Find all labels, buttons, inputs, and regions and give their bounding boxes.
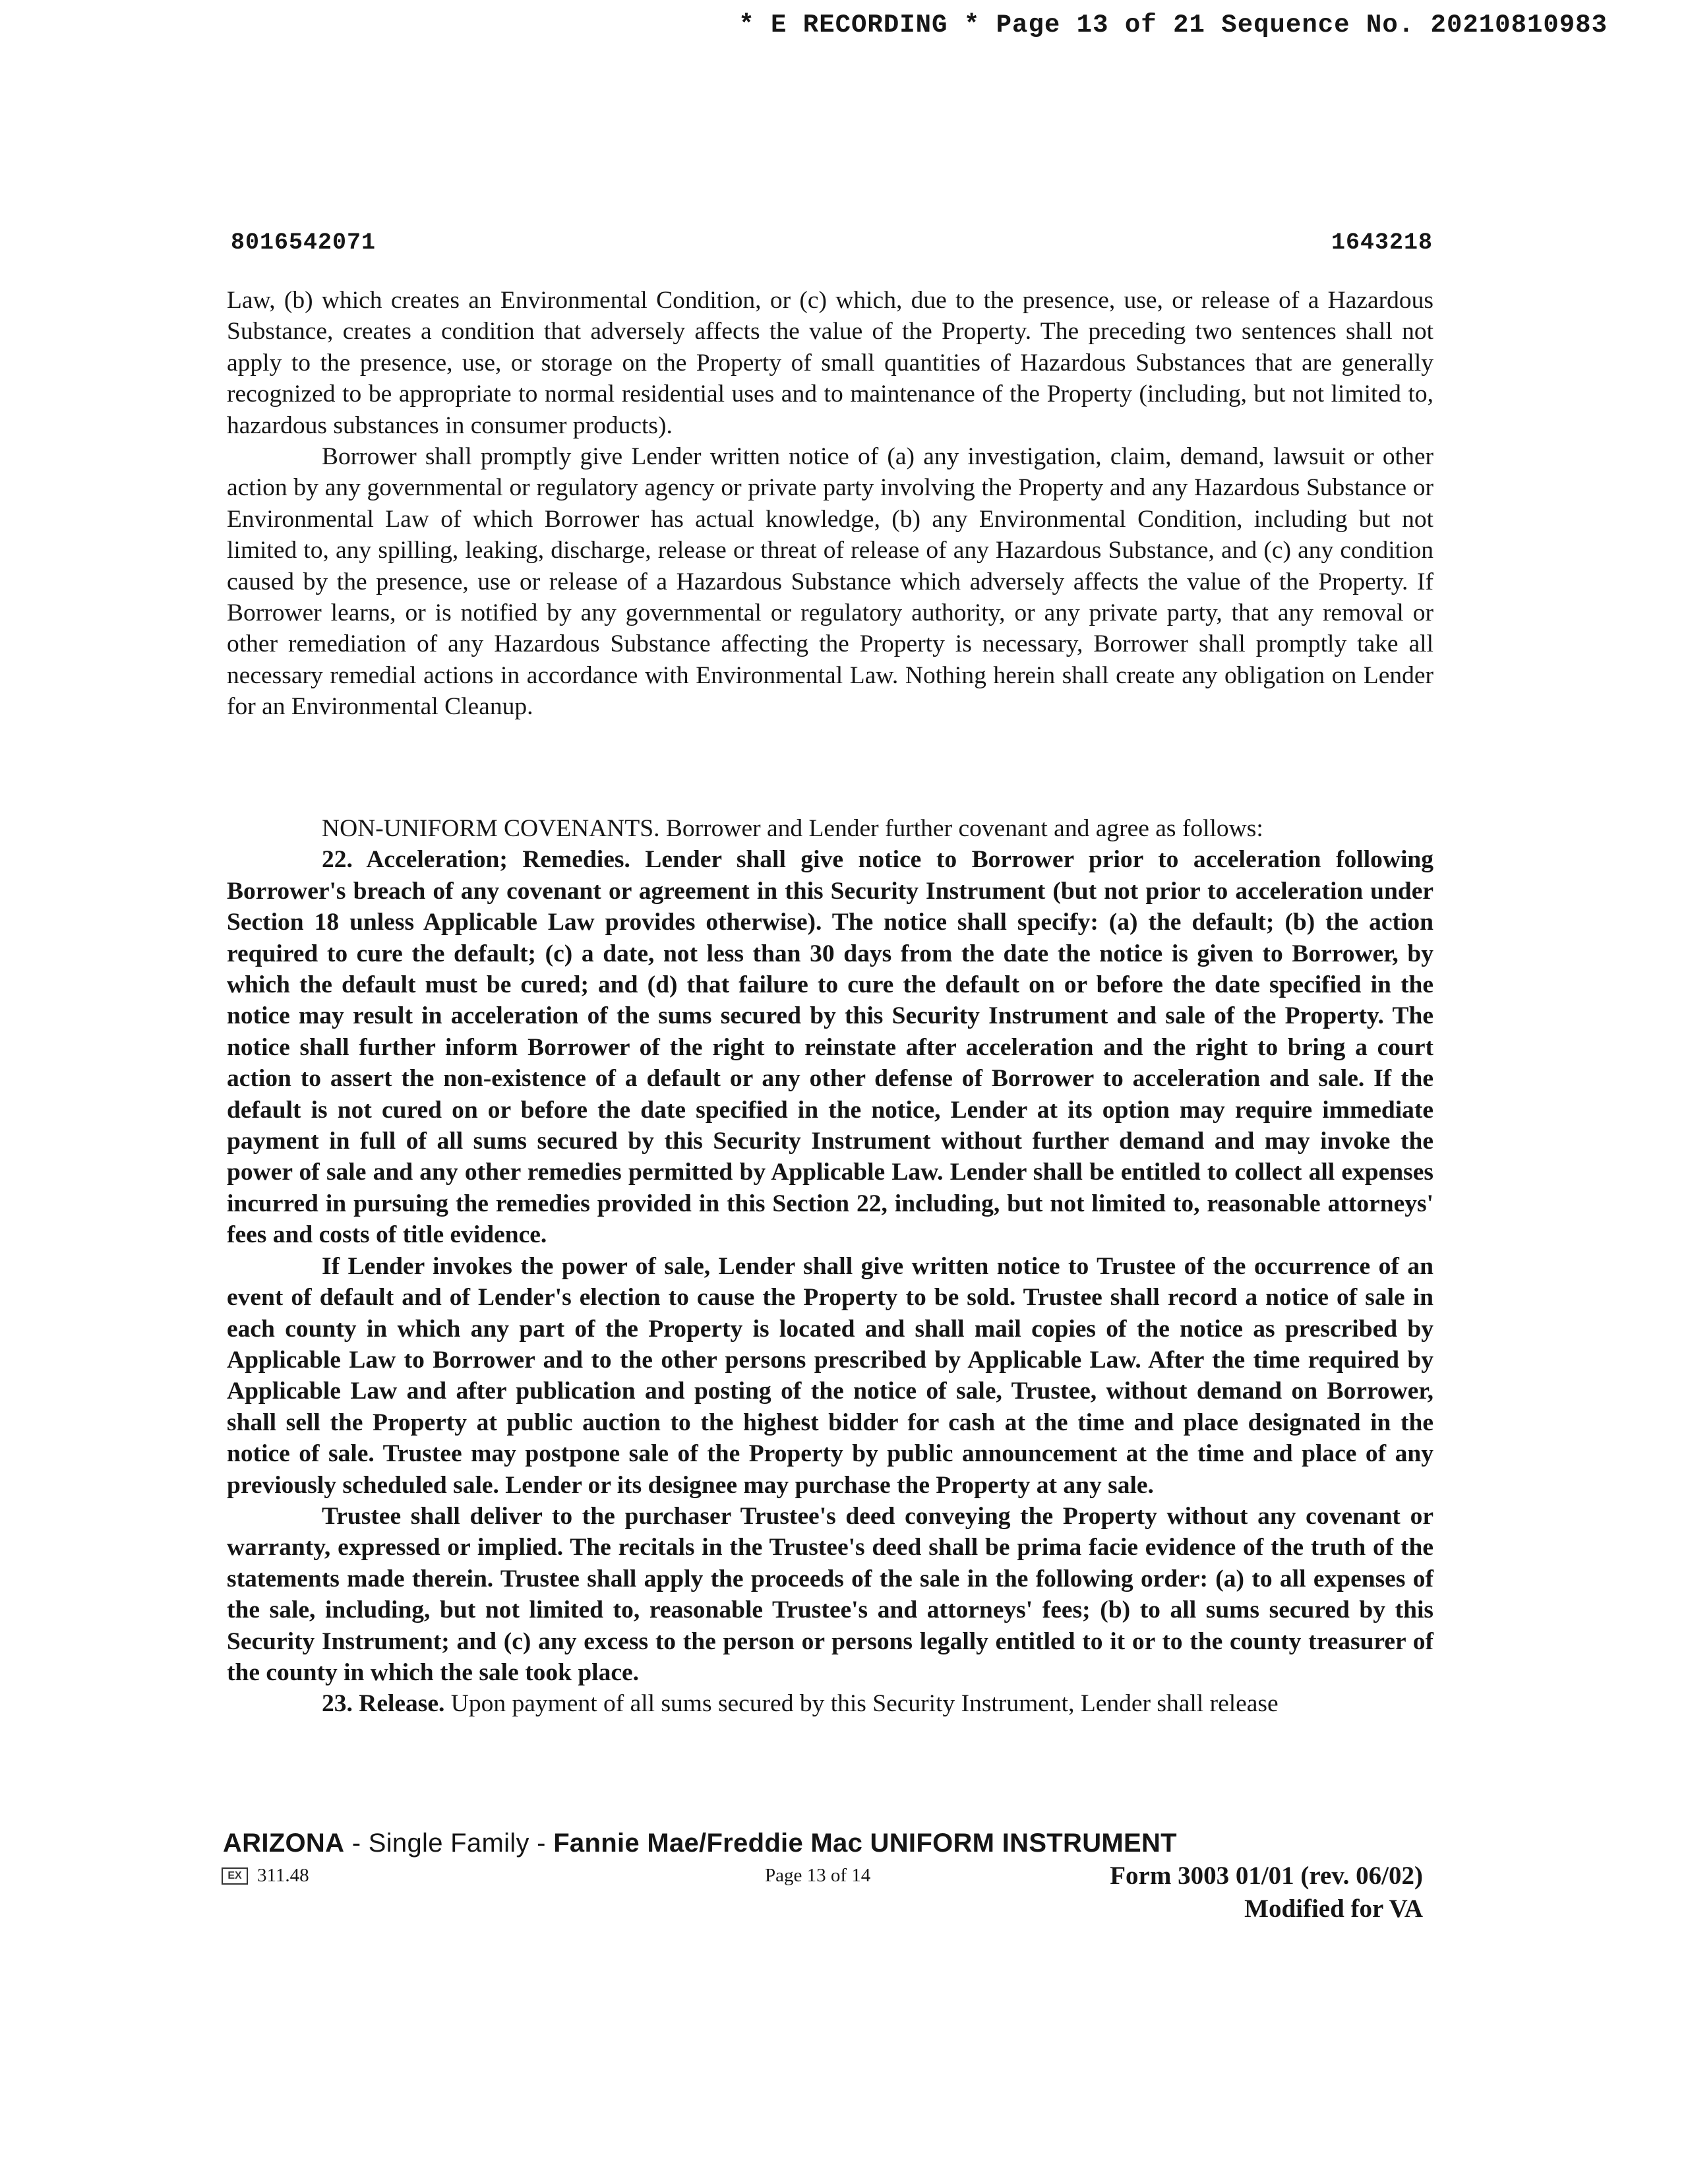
power-of-sale-paragraph: If Lender invokes the power of sale, Lender shall give written notice to Trustee of the occurrence of an event of default and of Lender's election to cause the Property to be sold. Trustee shall record a notice of sale in each county in which any part of the Property is located and shall mail copies of the notice as prescribed by Applicable Law to Borrower and to the other persons prescribed by Applicable Law. After the time required by Applicable Law and after publication and posting of the notice of sale, Trustee, without demand on Borrower, shall sell the Property at public auction to the highest bidder for cash at the time and place designated in the notice of sale. Trustee may postpone sale of the Property by public announcement at the time and place of any previously scheduled sale. Lender or its designee may purchase the Property at any sale. (227, 1252, 1433, 1499)
form-modified: Modified for VA (1244, 1895, 1423, 1923)
section-22-paragraph: 22. Acceleration; Remedies. Lender shall give notice to Borrower prior to acceleration following Borrower's breach of any covenant or agreement in this Security Instrument (but not prior to acceleration under Section 18 unless Applicable Law provides otherwise). The notice shall specify: (a) the default; (b) the action required to cure the default; (c) a date, not less than 30 days from the date the notice is given to Borrower, by which the default must be cured; and (d) that failure to cure the default on or before the date specified in the notice may result in acceleration of the sums secured by this Security Instrument and sale of the Property. The notice shall further inform Borrower of the right to reinstate after acceleration and the right to bring a court action to assert the non-existence of a default or any other defense of Borrower to acceleration and sale. If the default is not cured on or before the date specified in the notice, Lender at its option may require immediate payment in full of all sums secured by this Security Instrument without further demand and may invoke the power of sale and any other remedies permitted by Applicable Law. Lender shall be entitled to collect all expenses incurred in pursuing the remedies provided in this Section 22, including, but not limited to, reasonable attorneys' fees and costs of title evidence. (227, 846, 1433, 1249)
trustee-deed-paragraph: Trustee shall deliver to the purchaser Trustee's deed conveying the Property without any covenant or warranty, expressed or implied. The recitals in the Trustee's deed shall be prima facie evidence of the truth of the statements made therein. Trustee shall apply the proceeds of the sale in the following order: (a) to all expenses of the sale, including, but not limited to, reasonable Trustee's and attorneys' fees; (b) to all sums secured by this Security Instrument; and (c) any excess to the person or persons legally entitled to it or to the county treasurer of the county in which the sale took place. (227, 1502, 1433, 1686)
environmental-section (227, 285, 1433, 723)
form-logo-icon: EX (222, 1867, 248, 1885)
footer-separator: - (344, 1829, 369, 1858)
footer-page-number: Page 13 of 14 (765, 1865, 871, 1886)
non-uniform-covenants-section (227, 813, 1433, 1720)
footer-form-code (222, 1865, 309, 1887)
section-23-heading: 23. Release. (322, 1690, 445, 1718)
section-23-paragraph (227, 1688, 1433, 1719)
loan-number: 8016542071 (231, 229, 377, 256)
footer-separator: - (529, 1829, 554, 1858)
env-notice-paragraph: Borrower shall promptly give Lender written notice of (a) any investigation, claim, demand, lawsuit or other action by any governmental or regulatory agency or private party involving the Property and any Hazardous Substance or Environmental Law of which Borrower has actual knowledge, (b) any Environmental Condition, including but not limited to, any spilling, leaking, discharge, release or threat of release of any Hazardous Substance, and (c) any condition caused by the presence, use or release of a Hazardous Substance which adversely affects the value of the Property. If Borrower learns, or is notified by any governmental or regulatory authority, or any private party, that any removal or other remediation of any Hazardous Substance affecting the Property is necessary, Borrower shall promptly take all necessary remedial actions in accordance with Environmental Law. Nothing herein shall create any obligation on Lender for an Environmental Cleanup. (227, 443, 1433, 721)
case-number: 1643218 (1331, 229, 1433, 256)
form-number: Form 3003 01/01 (rev. 06/02) (1110, 1862, 1423, 1890)
footer-instrument: Fannie Mae/Freddie Mac UNIFORM INSTRUMENT (553, 1829, 1177, 1858)
footer-state: ARIZONA (223, 1829, 345, 1858)
non-uniform-heading: NON-UNIFORM COVENANTS. Borrower and Lender further covenant and agree as follows: (322, 815, 1263, 842)
footer-family: Single Family (368, 1829, 529, 1858)
recording-header: * E RECORDING * Page 13 of 21 Sequence No. 20210810983 (738, 11, 1608, 40)
form-code: 311.48 (257, 1865, 309, 1886)
document-numbers (231, 229, 1433, 256)
env-continuation-paragraph: Law, (b) which creates an Environmental Condition, or (c) which, due to the presence, use, or release of a Hazardous Substance, creates a condition that adversely affects the value of the Property. The preceding two sentences shall not apply to the presence, use, or storage on the Property of small quantities of Hazardous Substances that are generally recognized to be appropriate to normal residential uses and to maintenance of the Property (including, but not limited to, hazardous substances in consumer products). (227, 287, 1433, 439)
footer-instrument-line (223, 1829, 1177, 1858)
footer-form-info (1110, 1860, 1423, 1926)
section-23-text: Upon payment of all sums secured by this Security Instrument, Lender shall release (444, 1690, 1279, 1718)
